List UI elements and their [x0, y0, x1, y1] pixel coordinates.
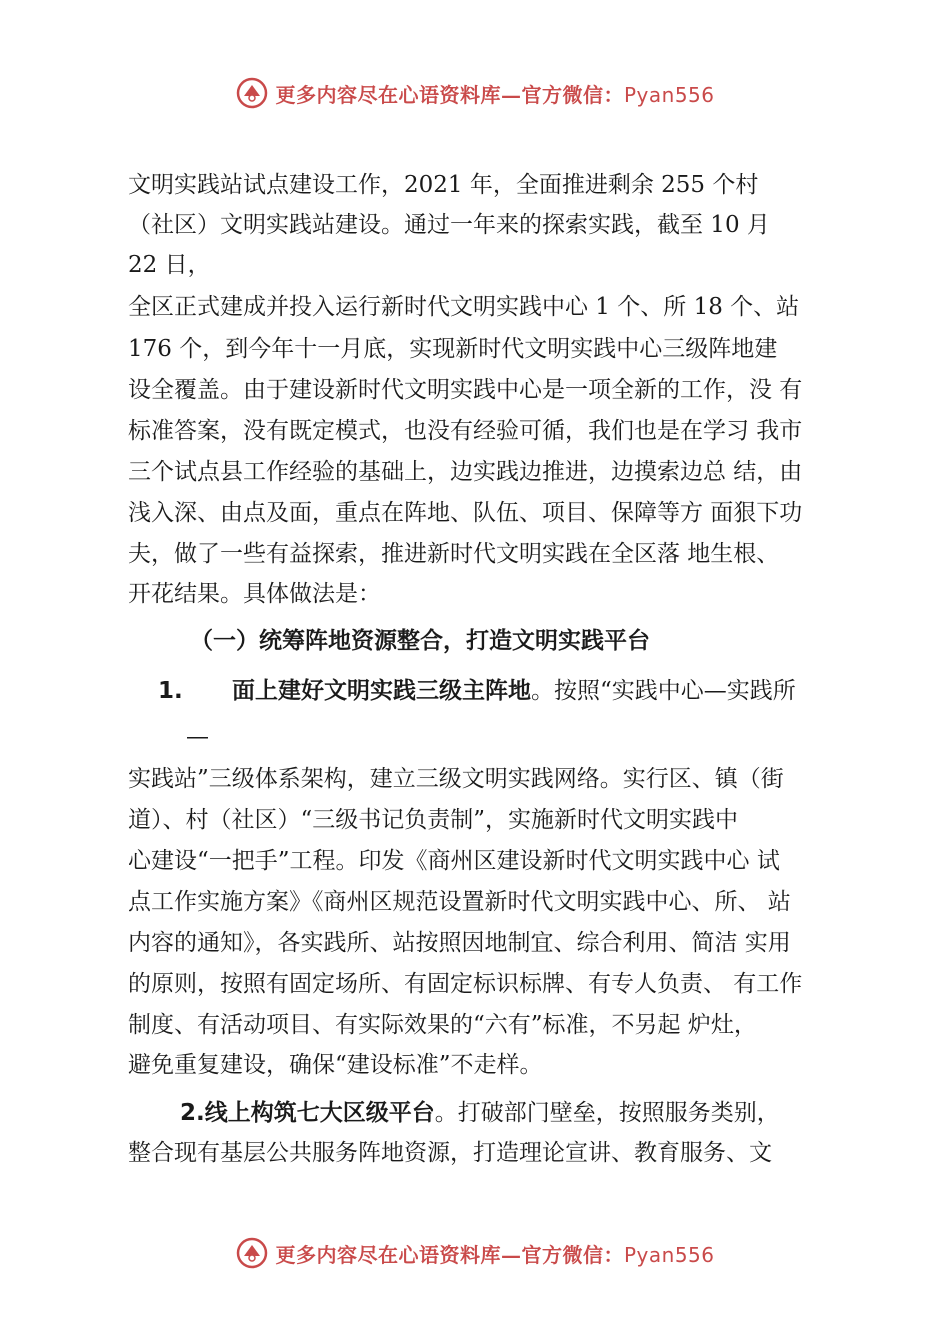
paragraph-line: 开花结果。具体做法是：: [128, 581, 381, 607]
paragraph-line: 设全覆盖。由于建设新时代文明实践中心是一项全新的工作，没 有: [128, 377, 803, 403]
paragraph-line: 三个试点县工作经验的基础上，边实践边推进，边摸索边总 结，由: [128, 459, 803, 485]
paragraph-line: 22 日，: [128, 252, 211, 278]
dash-line: —: [186, 724, 209, 750]
footer-banner: [0, 1228, 950, 1278]
item-title-line: [232, 674, 862, 708]
item-lead: 。打破部门壁垒，按照服务类别，: [434, 1100, 780, 1126]
banner-text: 更多内容尽在心语资料库—官方微信：Pyan556: [275, 1242, 715, 1267]
item-title-line: [180, 1096, 870, 1130]
paragraph-line: 制度、有活动项目、有实际效果的“六有”标准，不另起 炉灶，: [128, 1012, 757, 1038]
brand-logo-icon: [235, 76, 269, 110]
paragraph-line: 夫，做了一些有益探索，推进新时代文明实践在全区落 地生根、: [128, 541, 780, 567]
header-banner: [0, 68, 950, 118]
paragraph-line: 点工作实施方案》《商州区规范设置新时代文明实践中心、所、 站: [128, 889, 791, 915]
paragraph-line: 文明实践站试点建设工作，2021 年，全面推进剩余 255 个村: [128, 172, 759, 198]
banner-text: 更多内容尽在心语资料库—官方微信：Pyan556: [275, 82, 715, 107]
paragraph-line: 心建设“一把手”工程。印发《商州区建设新时代文明实践中心 试: [128, 848, 780, 874]
paragraph-line: 标准答案，没有既定模式，也没有经验可循，我们也是在学习 我市: [128, 418, 803, 444]
paragraph-line: 的原则，按照有固定场所、有固定标识标牌、有专人负责、 有工作: [128, 971, 803, 997]
item-title: 面上建好文明实践三级主阵地: [232, 678, 531, 704]
paragraph-line: 内容的通知》，各实践所、站按照因地制宜、综合利用、简洁 实用: [128, 930, 791, 956]
section-heading: （一）统筹阵地资源整合，打造文明实践平台: [190, 628, 650, 654]
paragraph-line: 避免重复建设，确保“建设标准”不走样。: [128, 1052, 543, 1078]
paragraph-line: 道）、村（社区）“三级书记负责制”，实施新时代文明实践中: [128, 807, 739, 833]
item-number: 1.: [158, 678, 183, 704]
wechat-id: Pyan556: [623, 82, 715, 107]
item-lead: 。按照“实践中心—实践所: [531, 678, 796, 704]
wechat-id: Pyan556: [623, 1242, 715, 1267]
item-title: 2.线上构筑七大区级平台: [180, 1100, 435, 1126]
paragraph-line: 176 个，到今年十一月底，实现新时代文明实践中心三级阵地建: [128, 336, 778, 362]
paragraph-line: 浅入深、由点及面，重点在阵地、队伍、项目、保障等方 面狠下功: [128, 500, 803, 526]
paragraph-line: 整合现有基层公共服务阵地资源，打造理论宣讲、教育服务、文: [128, 1140, 772, 1166]
paragraph-line: 实践站”三级体系架构，建立三级文明实践网络。实行区、镇（街: [128, 766, 784, 792]
brand-logo-icon: [235, 1236, 269, 1270]
paragraph-line: 全区正式建成并投入运行新时代文明实践中心 1 个、所 18 个、站: [128, 294, 800, 320]
paragraph-line: （社区）文明实践站建设。通过一年来的探索实践，截至 10 月: [128, 212, 770, 238]
